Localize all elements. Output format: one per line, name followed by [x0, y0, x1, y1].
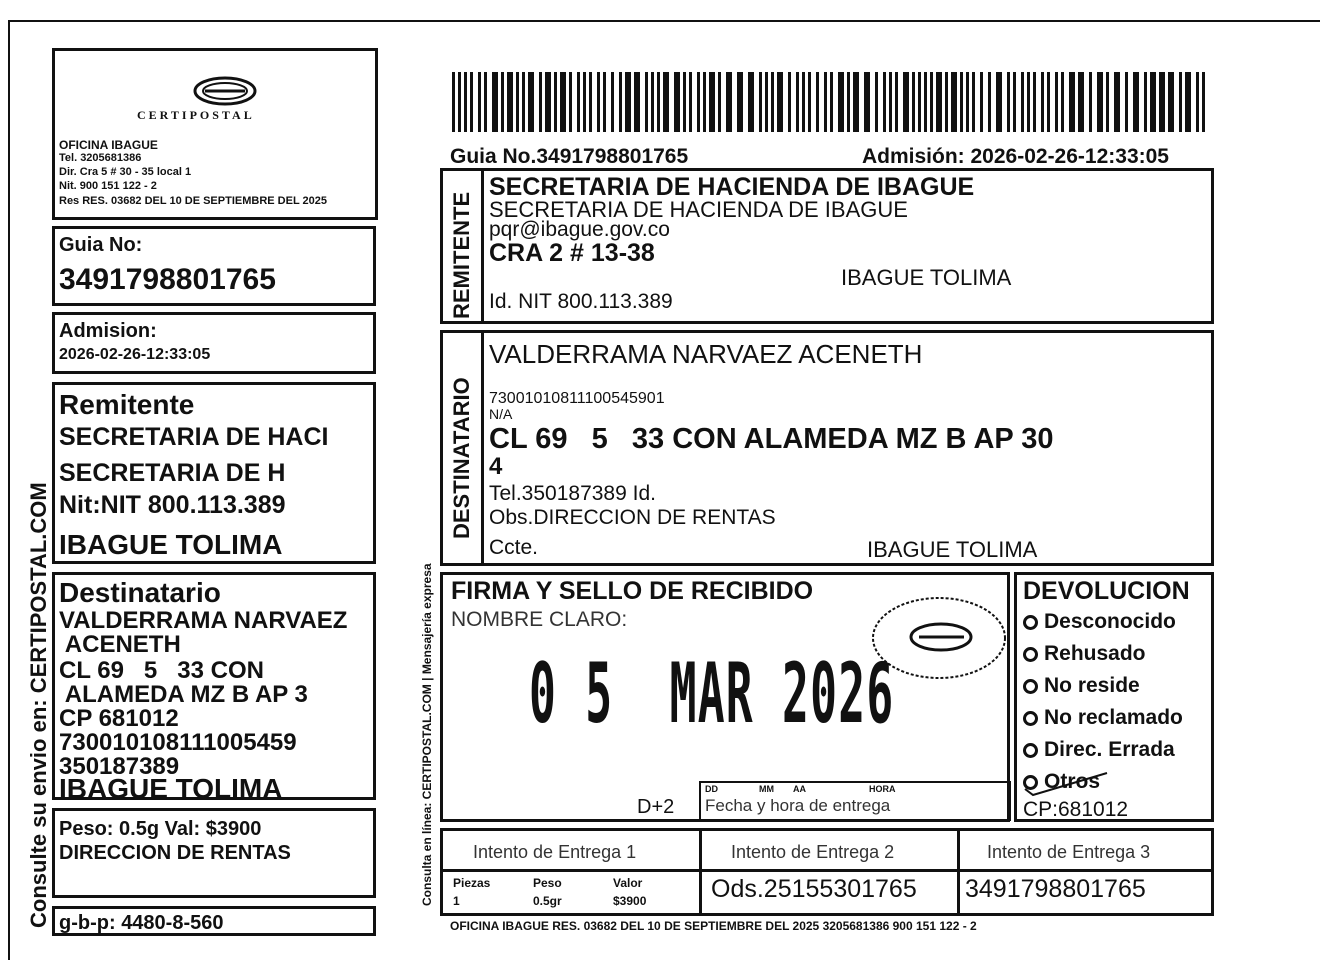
side-consult-text: Consulte su envio en: CERTIPOSTAL.COM: [26, 482, 51, 928]
barcode-bar: [1168, 72, 1174, 132]
fecha-dd: DD: [705, 784, 718, 794]
left-destinatario-title: Destinatario: [59, 577, 221, 608]
left-remitente-line: SECRETARIA DE H: [59, 459, 286, 487]
firma-box: [440, 572, 1010, 822]
barcode-bar: [966, 72, 969, 132]
outer-border-top: [8, 20, 1320, 22]
fecha-aa: AA: [793, 784, 806, 794]
barcode-bar: [452, 72, 455, 132]
barcode-bar: [759, 72, 762, 132]
barcode-bar: [689, 72, 692, 132]
barcode-bar: [1041, 72, 1044, 132]
barcode-bar: [458, 72, 461, 132]
barcode-bar: [1159, 72, 1165, 132]
barcode-bar: [560, 72, 566, 132]
barcode-bar: [771, 72, 774, 132]
barcode-bar: [895, 72, 898, 132]
intento-guia-value: 3491798801765: [965, 875, 1146, 903]
devolucion-title: DEVOLUCION: [1023, 577, 1190, 605]
barcode-bar: [853, 72, 859, 132]
office-res: Res RES. 03682 DEL 10 DE SEPTIEMBRE DEL 2025: [59, 195, 327, 207]
barcode-bar: [597, 72, 600, 132]
barcode-bar: [1133, 72, 1139, 132]
outer-border-left: [8, 20, 10, 960]
barcode-bar: [464, 72, 467, 132]
left-destinatario-line: CP 681012: [59, 705, 179, 732]
radio-icon[interactable]: [1023, 679, 1038, 694]
barcode: [452, 72, 1212, 132]
barcode-bar: [737, 72, 743, 132]
barcode-bar: [883, 72, 886, 132]
intento-3: Intento de Entrega 3: [987, 842, 1151, 862]
destinatario-na: N/A: [489, 406, 513, 422]
barcode-bar: [501, 72, 504, 132]
brand-name: CERTIPOSTAL: [137, 108, 255, 122]
destinatario-divider: [481, 333, 484, 563]
radio-icon[interactable]: [1023, 711, 1038, 726]
barcode-bar: [838, 72, 844, 132]
left-remitente-line: SECRETARIA DE HACI: [59, 423, 329, 451]
admision-box: [52, 312, 376, 374]
fecha-label: Fecha y hora de entrega: [705, 796, 891, 815]
piezas-label: Piezas: [453, 876, 491, 890]
left-remitente-line: IBAGUE TOLIMA: [59, 529, 283, 560]
office-box: [52, 48, 378, 220]
barcode-bar: [960, 72, 963, 132]
left-destinatario-box: [52, 572, 376, 804]
office-name: OFICINA IBAGUE: [59, 138, 158, 152]
devolucion-cp: CP:681012: [1023, 798, 1129, 821]
remitente-nit: Id. NIT 800.113.389: [489, 290, 673, 313]
barcode-bar: [796, 72, 799, 132]
devolucion-option[interactable]: Rehusado: [1023, 643, 1146, 664]
peso-value: 0.5gr: [533, 894, 562, 908]
firma-d2: D+2: [637, 796, 675, 818]
destinatario-label: DESTINATARIO: [449, 377, 474, 539]
barcode-bar: [918, 72, 921, 132]
barcode-bar: [930, 72, 933, 132]
valor-value: $3900: [613, 894, 647, 908]
barcode-bar: [903, 72, 909, 132]
valor-label: Valor: [613, 876, 643, 890]
barcode-bar: [554, 72, 557, 132]
left-destinatario-line: 350187389: [59, 753, 180, 780]
remitente-address: CRA 2 # 13-38: [489, 239, 655, 267]
barcode-bar: [1055, 72, 1058, 132]
barcode-bar: [765, 72, 768, 132]
barcode-bar: [583, 72, 586, 132]
left-destinatario-line: 730010108111005459: [59, 729, 297, 756]
barcode-bar: [864, 72, 870, 132]
left-remitente-line: Nit:NIT 800.113.389: [59, 491, 286, 519]
remitente-divider: [481, 171, 484, 321]
piezas-value: 1: [453, 894, 460, 908]
ods-value: Ods.25155301765: [711, 875, 917, 903]
check-mark-icon: [1021, 769, 1111, 797]
guia-value: 3491798801765: [59, 263, 276, 296]
guia-box: [52, 226, 376, 306]
barcode-bar: [657, 72, 660, 132]
barcode-bar: [1007, 72, 1010, 132]
fecha-box: [699, 781, 1011, 821]
barcode-bar: [516, 72, 519, 132]
radio-icon[interactable]: [1023, 647, 1038, 662]
barcode-bar: [492, 72, 498, 132]
barcode-bar: [703, 72, 706, 132]
barcode-bar: [1106, 72, 1109, 132]
gbp-box: [52, 906, 376, 936]
intento-2: Intento de Entrega 2: [731, 842, 895, 862]
devolucion-option[interactable]: Direc. Errada: [1023, 739, 1175, 760]
barcode-bar: [1114, 72, 1120, 132]
barcode-bar: [972, 72, 975, 132]
barcode-bar: [1202, 72, 1205, 132]
destinatario-code: 73001010811100545901: [489, 390, 665, 407]
barcode-bar: [634, 72, 640, 132]
admision-value: 2026-02-26-12:33:05: [59, 346, 211, 363]
peso-label: Peso: [533, 876, 562, 890]
date-stamp: 0 5 MAR 2026: [529, 645, 895, 742]
barcode-bar: [788, 72, 791, 132]
office-dir: Dir. Cra 5 # 30 - 35 local 1: [59, 166, 192, 178]
side-consult-text-small: Consulta en línea: CERTIPOSTAL.COM | Mensajería expresa: [420, 563, 434, 906]
barcode-bar: [889, 72, 892, 132]
obs-line: DIRECCION DE RENTAS: [59, 842, 291, 864]
barcode-bar: [824, 72, 827, 132]
destinatario-city: IBAGUE TOLIMA: [867, 537, 1038, 562]
barcode-bar: [718, 72, 721, 132]
barcode-bar: [1185, 72, 1191, 132]
footer-text: OFICINA IBAGUE RES. 03682 DEL 10 DE SEPTIEMBRE DEL 2025 3205681386 900 151 122 - 2: [450, 919, 977, 933]
barcode-bar: [697, 72, 700, 132]
barcode-bar: [945, 72, 948, 132]
barcode-bar: [1047, 72, 1050, 132]
barcode-bar: [569, 72, 572, 132]
barcode-bar: [951, 72, 957, 132]
barcode-bar: [1027, 72, 1030, 132]
left-remitente-title: Remitente: [59, 389, 195, 420]
guia-label: Guia No:: [59, 234, 143, 256]
radio-icon[interactable]: [1023, 615, 1038, 630]
left-remitente-box: [52, 382, 376, 564]
intentos-vdivider-2: [957, 831, 960, 913]
barcode-bar: [1089, 72, 1092, 132]
barcode-bar: [625, 72, 631, 132]
barcode-bar: [748, 72, 754, 132]
barcode-bar: [478, 72, 481, 132]
barcode-bar: [988, 72, 991, 132]
devolucion-box: [1014, 572, 1214, 822]
barcode-bar: [912, 72, 915, 132]
barcode-bar: [1097, 72, 1103, 132]
barcode-bar: [651, 72, 654, 132]
barcode-bar: [484, 72, 487, 132]
intentos-vdivider-1: [699, 831, 702, 913]
barcode-bar: [1196, 72, 1199, 132]
barcode-bar: [1144, 72, 1147, 132]
remitente-city: IBAGUE TOLIMA: [841, 265, 1012, 290]
devolucion-option[interactable]: Desconocido: [1023, 611, 1176, 632]
barcode-bar: [539, 72, 542, 132]
barcode-bar: [683, 72, 686, 132]
barcode-bar: [528, 72, 534, 132]
left-destinatario-line: CL 69 5 33 CON: [59, 657, 264, 684]
office-tel: Tel. 3205681386: [59, 152, 142, 164]
barcode-bar: [996, 72, 1002, 132]
destinatario-obs: Obs.DIRECCION DE RENTAS: [489, 506, 776, 529]
remitente-box: [440, 168, 1214, 324]
fecha-hora: HORA: [869, 784, 896, 794]
barcode-bar: [1069, 72, 1075, 132]
intentos-box: [440, 828, 1214, 916]
barcode-bar: [709, 72, 715, 132]
barcode-bar: [603, 72, 606, 132]
remitente-name1: SECRETARIA DE HACIENDA DE IBAGUE: [489, 173, 975, 201]
barcode-bar: [808, 72, 811, 132]
firma-title: FIRMA Y SELLO DE RECIBIDO: [451, 577, 814, 605]
devolucion-option[interactable]: Otros: [1023, 771, 1100, 792]
left-destinatario-line: VALDERRAMA NARVAEZ: [59, 607, 348, 634]
remitente-label: REMITENTE: [449, 191, 474, 319]
barcode-bar: [507, 72, 513, 132]
peso-box: [52, 808, 376, 898]
barcode-bar: [875, 72, 878, 132]
remitente-email: pqr@ibague.gov.co: [489, 218, 670, 241]
barcode-bar: [1150, 72, 1156, 132]
devolucion-option[interactable]: No reclamado: [1023, 707, 1183, 728]
barcode-bar: [522, 72, 525, 132]
barcode-bar: [816, 72, 819, 132]
destinatario-tel: Tel.350187389 Id.: [489, 482, 656, 505]
barcode-bar: [980, 72, 983, 132]
admision-label: Admision:: [59, 320, 157, 342]
peso-line: Peso: 0.5g Val: $3900: [59, 818, 262, 840]
left-destinatario-line: IBAGUE TOLIMA: [59, 773, 283, 804]
barcode-bar: [663, 72, 669, 132]
left-destinatario-line: ALAMEDA MZ B AP 3: [59, 681, 308, 708]
firma-nombre: NOMBRE CLARO:: [451, 608, 628, 631]
header-admision: Admisión: 2026-02-26-12:33:05: [862, 145, 1169, 168]
barcode-bar: [1125, 72, 1128, 132]
left-destinatario-line: ACENETH: [59, 631, 181, 658]
fecha-mm: MM: [759, 784, 774, 794]
barcode-bar: [802, 72, 805, 132]
barcode-bar: [847, 72, 850, 132]
barcode-bar: [611, 72, 614, 132]
barcode-bar: [577, 72, 580, 132]
barcode-bar: [1078, 72, 1084, 132]
barcode-bar: [589, 72, 592, 132]
gbp-value: g-b-p: 4480-8-560: [59, 912, 224, 934]
barcode-bar: [619, 72, 622, 132]
intentos-hdivider: [443, 869, 1211, 872]
barcode-bar: [470, 72, 473, 132]
barcode-bar: [726, 72, 732, 132]
barcode-bar: [1033, 72, 1036, 132]
header-guia: Guia No.3491798801765: [450, 145, 689, 168]
barcode-bar: [1061, 72, 1064, 132]
remitente-name2: SECRETARIA DE HACIENDA DE IBAGUE: [489, 197, 908, 222]
barcode-bar: [830, 72, 833, 132]
barcode-bar: [645, 72, 648, 132]
destinatario-box: [440, 330, 1214, 566]
intento-1: Intento de Entrega 1: [473, 842, 637, 862]
barcode-bar: [936, 72, 942, 132]
devolucion-option[interactable]: No reside: [1023, 675, 1140, 696]
destinatario-address2: 4: [489, 453, 503, 480]
barcode-bar: [1179, 72, 1182, 132]
destinatario-address: CL 69 5 33 CON ALAMEDA MZ B AP 30: [489, 423, 1054, 455]
barcode-bar: [545, 72, 551, 132]
barcode-bar: [924, 72, 927, 132]
office-nit: Nit. 900 151 122 - 2: [59, 180, 157, 192]
barcode-bar: [674, 72, 680, 132]
barcode-bar: [1013, 72, 1016, 132]
destinatario-name: VALDERRAMA NARVAEZ ACENETH: [489, 339, 923, 369]
destinatario-ccte: Ccte.: [489, 536, 539, 559]
barcode-bar: [1021, 72, 1024, 132]
barcode-bar: [777, 72, 783, 132]
radio-icon[interactable]: [1023, 743, 1038, 758]
